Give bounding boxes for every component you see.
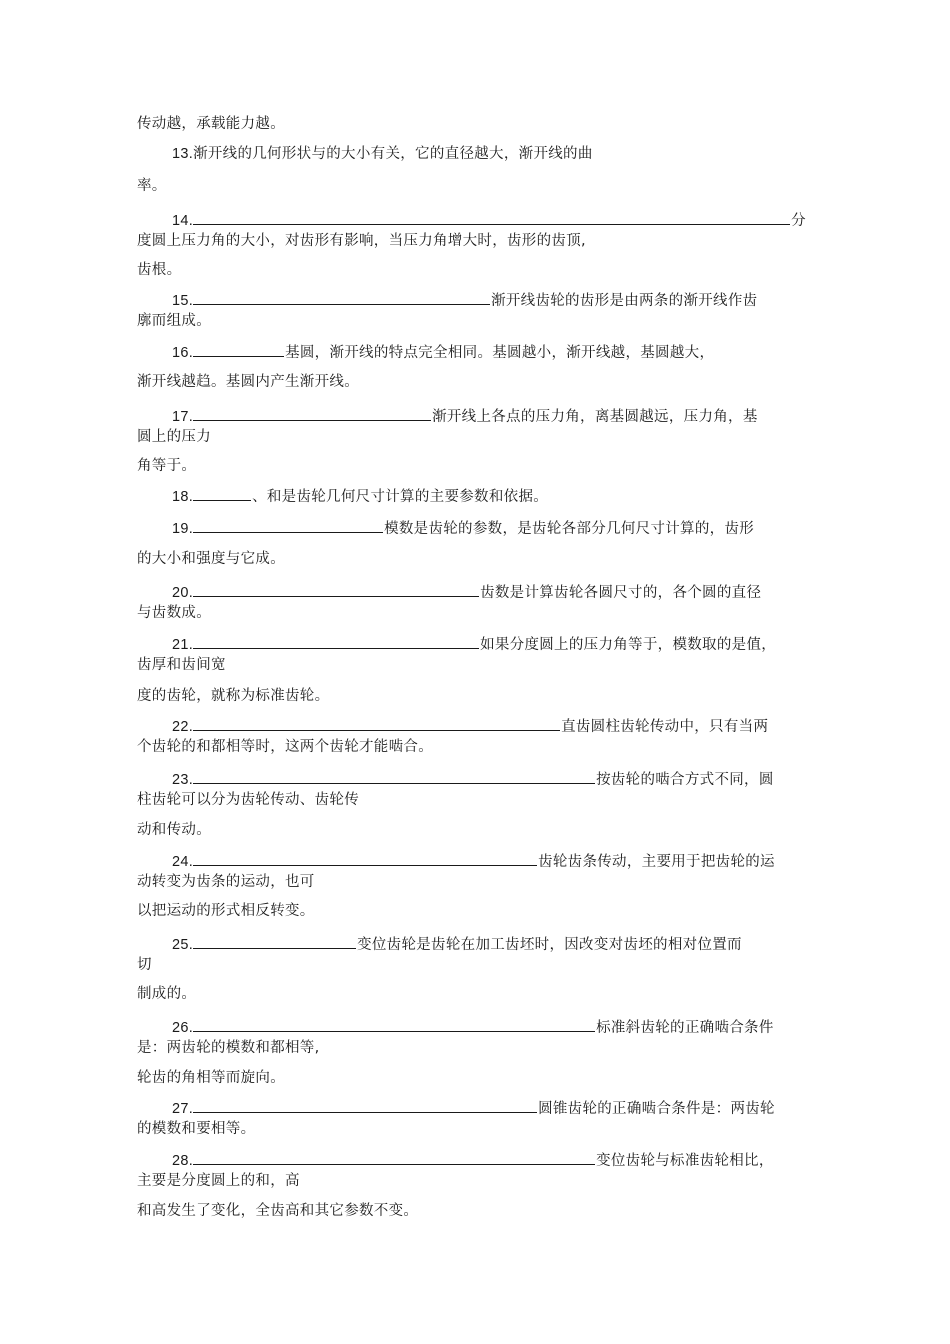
text-line: 切: [137, 957, 152, 973]
question-number: 14.: [172, 213, 194, 229]
question-19: 19. 模数是齿轮的参数，是齿轮各部分几何尺寸计算的，齿形: [172, 518, 754, 539]
answer-blank[interactable]: [193, 486, 251, 501]
text-line: 动转变为齿条的运动，也可: [137, 874, 315, 890]
text-line: 的模数和要相等。: [137, 1121, 256, 1137]
text-line: 齿根。: [137, 262, 182, 278]
answer-blank[interactable]: [193, 1098, 537, 1113]
question-21: 21. 如果分度圆上的压力角等于，模数取的是值，: [172, 634, 776, 655]
question-number: 19.: [172, 521, 194, 537]
question-15: 15. 渐开线齿轮的齿形是由两条的渐开线作齿: [172, 290, 757, 311]
question-number: 17.: [172, 409, 194, 425]
answer-blank[interactable]: [193, 210, 790, 225]
question-18: 18. 、和是齿轮几何尺寸计算的主要参数和依据。: [172, 486, 548, 507]
question-number: 24.: [172, 854, 194, 870]
text-line: 度圆上压力角的大小，对齿形有影响，当压力角增大时，齿形的齿顶,: [137, 233, 586, 249]
question-number: 20.: [172, 585, 194, 601]
answer-blank[interactable]: [193, 716, 560, 731]
text-line: 主要是分度圆上的和，高: [137, 1173, 300, 1189]
text-line: 传动越，承载能力越。: [137, 116, 285, 132]
question-number: 22.: [172, 719, 194, 735]
text-line: 制成的。: [137, 986, 197, 1002]
question-17: 17. 渐开线上各点的压力角，离基圆越远，压力角，基: [172, 406, 758, 427]
text-line: 渐开线越趋。基圆内产生渐开线。: [137, 374, 359, 390]
text-line: 柱齿轮可以分为齿轮传动、齿轮传: [137, 792, 359, 808]
question-28: 28. 变位齿轮与标准齿轮相比，: [172, 1150, 774, 1171]
answer-blank[interactable]: [193, 582, 479, 597]
text-line: 率。: [137, 178, 167, 194]
question-number: 28.: [172, 1153, 194, 1169]
question-number: 21.: [172, 637, 194, 653]
question-20: 20. 齿数是计算齿轮各圆尺寸的，各个圆的直径: [172, 582, 761, 603]
answer-blank[interactable]: [193, 406, 431, 421]
question-number: 27.: [172, 1101, 194, 1117]
text-line: 个齿轮的和都相等时，这两个齿轮才能啮合。: [137, 739, 433, 755]
question-23: 23. 按齿轮的啮合方式不同，圆: [172, 769, 774, 790]
question-22: 22. 直齿圆柱齿轮传动中，只有当两: [172, 716, 768, 737]
text-line: 与齿数成。: [137, 605, 211, 621]
text-line: 角等于。: [137, 458, 197, 474]
answer-blank[interactable]: [193, 518, 383, 533]
answer-blank[interactable]: [193, 934, 356, 949]
text-line: 圆上的压力: [137, 429, 211, 445]
text-line: 和高发生了变化，全齿高和其它参数不变。: [137, 1203, 419, 1219]
text-line: 轮齿的角相等而旋向。: [137, 1070, 285, 1086]
text-line: 以把运动的形式相反转变。: [137, 903, 315, 919]
question-number: 26.: [172, 1020, 194, 1036]
question-number: 18.: [172, 489, 194, 505]
question-13: 13.渐开线的几何形状与的大小有关，它的直径越大，渐开线的曲: [172, 146, 593, 162]
text-line: 齿厚和齿间宽: [137, 657, 226, 673]
question-16: 16. 基圆，渐开线的特点完全相同。基圆越小，渐开线越，基圆越大，: [172, 342, 714, 363]
answer-blank[interactable]: [193, 851, 537, 866]
answer-blank[interactable]: [193, 290, 490, 305]
question-14: 14. 分: [172, 210, 806, 231]
answer-blank[interactable]: [193, 1017, 595, 1032]
question-27: 27. 圆锥齿轮的正确啮合条件是：两齿轮: [172, 1098, 775, 1119]
text-line: 度的齿轮，就称为标准齿轮。: [137, 688, 330, 704]
text-line: 是：两齿轮的模数和都相等,: [137, 1040, 320, 1056]
text-line: 廓而组成。: [137, 313, 211, 329]
question-24: 24. 齿轮齿条传动，主要用于把齿轮的运: [172, 851, 775, 872]
question-26: 26. 标准斜齿轮的正确啮合条件: [172, 1017, 774, 1038]
answer-blank[interactable]: [193, 342, 284, 357]
answer-blank[interactable]: [193, 634, 479, 649]
question-number: 25.: [172, 937, 194, 953]
question-number: 15.: [172, 293, 194, 309]
text-line: 动和传动。: [137, 822, 211, 838]
question-number: 16.: [172, 345, 194, 361]
text-line: 的大小和强度与它成。: [137, 551, 285, 567]
answer-blank[interactable]: [193, 769, 595, 784]
question-number: 23.: [172, 772, 194, 788]
answer-blank[interactable]: [193, 1150, 595, 1165]
question-number: 13.: [172, 146, 194, 162]
question-25: 25. 变位齿轮是齿轮在加工齿坯时，因改变对齿坯的相对位置而: [172, 934, 742, 955]
